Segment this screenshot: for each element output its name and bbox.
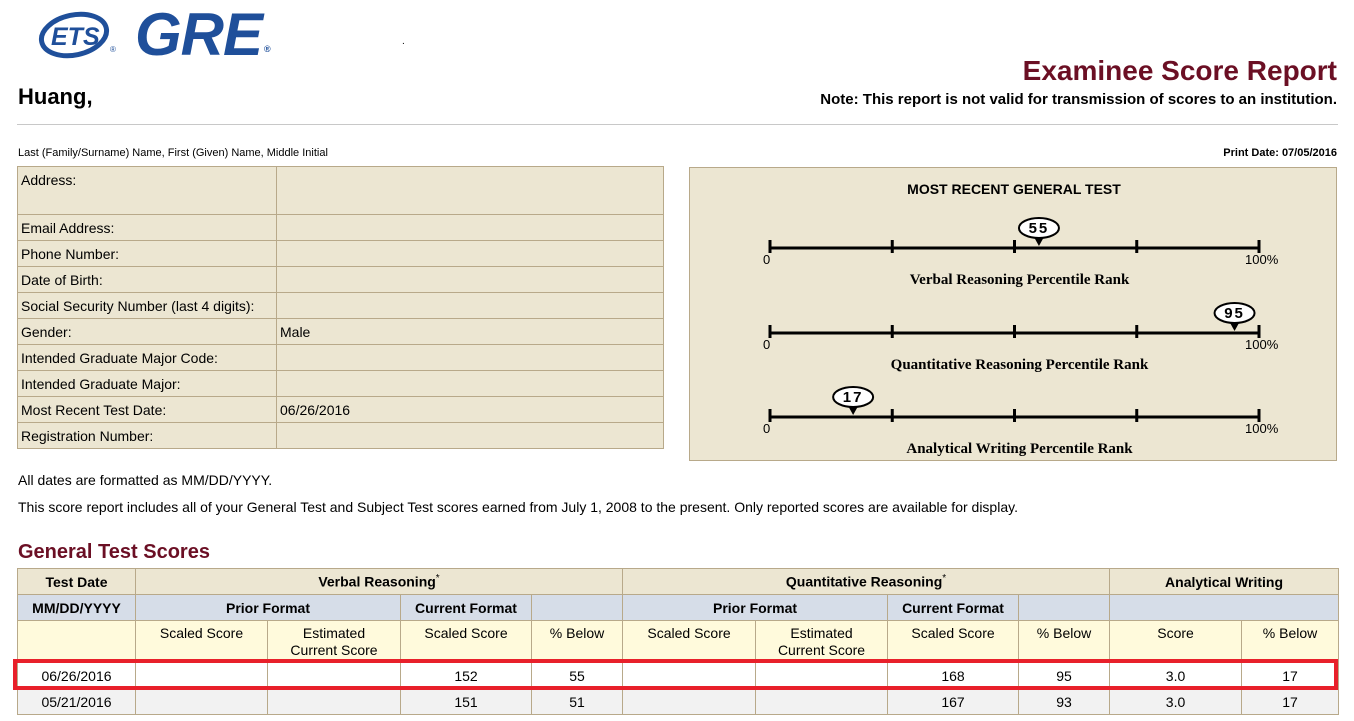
info-label: Gender: [18, 319, 277, 345]
info-value [277, 267, 664, 293]
verbal-prior-scaled-header: Scaled Score [136, 621, 268, 663]
cell-quant-below: 93 [1019, 689, 1110, 715]
examinee-info-table [17, 166, 664, 449]
cell-date: 05/21/2016 [18, 689, 136, 715]
col-header-verbal [136, 569, 623, 595]
date-subheader-blank [18, 621, 136, 663]
info-row [18, 215, 664, 241]
report-note-warning: Note: This report is not valid for transmission of scores to an institution. [820, 91, 1337, 108]
ets-logo-text: ETS [51, 23, 100, 51]
cell-verbal-scaled: 151 [401, 689, 532, 715]
info-value [277, 167, 664, 215]
info-value: 06/26/2016 [277, 397, 664, 423]
table-row [18, 689, 1339, 715]
info-label: Email Address: [18, 215, 277, 241]
verbal-prior-format: Prior Format [136, 595, 401, 621]
percentile-scales [690, 168, 1338, 462]
scale-title: Quantitative Reasoning Percentile Rank [890, 357, 1149, 373]
gre-registered-mark: ® [264, 44, 270, 54]
gre-logo [135, 0, 268, 69]
percentile-panel [689, 167, 1337, 461]
info-value [277, 371, 664, 397]
cell-quant-below: 95 [1019, 663, 1110, 689]
info-value [277, 241, 664, 267]
cell-verbal-prior-scaled [136, 689, 268, 715]
scale-max-label: 100% [1245, 337, 1279, 352]
name-caption: Last (Family/Surname) Name, First (Given) Name, Middle Initial [18, 147, 328, 159]
percentile-marker-value: 95 [1224, 305, 1245, 322]
quant-prior-estimated-header [756, 621, 888, 663]
info-label: Registration Number: [18, 423, 277, 449]
verbal-header-label: Verbal Reasoning [318, 573, 436, 590]
info-row [18, 267, 664, 293]
quant-prior-format: Prior Format [623, 595, 888, 621]
est-line-2: Current Score [290, 642, 378, 658]
info-row [18, 397, 664, 423]
scale-max-label: 100% [1245, 252, 1279, 267]
scale-title: Analytical Writing Percentile Rank [906, 441, 1133, 457]
info-label: Date of Birth: [18, 267, 277, 293]
scale-max-label: 100% [1245, 421, 1279, 436]
cell-quant-scaled: 168 [888, 663, 1019, 689]
percentile-marker-value: 55 [1028, 220, 1050, 237]
highlight-box [13, 659, 1338, 690]
cell-writing-score: 3.0 [1110, 663, 1242, 689]
percentile-marker-pointer [1034, 237, 1044, 246]
quant-current-format: Current Format [888, 595, 1019, 621]
info-value: Male [277, 319, 664, 345]
info-row [18, 423, 664, 449]
info-value [277, 345, 664, 371]
percentile-marker-pointer [1230, 322, 1240, 331]
est-line-1: Estimated [302, 625, 366, 641]
score-report-note: This score report includes all of your General Test and Subject Test scores earned from July 1, 2008 to the present. Only reported scores are available for display. [18, 499, 1018, 515]
cell-writing-score: 3.0 [1110, 689, 1242, 715]
quant-prior-scaled-header: Scaled Score [623, 621, 756, 663]
dates-format-note: All dates are formatted as MM/DD/YYYY. [18, 472, 273, 488]
info-row [18, 345, 664, 371]
cell-quant-prior-est [756, 689, 888, 715]
col-header-test-date: Test Date [18, 569, 136, 595]
verbal-current-format: Current Format [401, 595, 532, 621]
quant-below-header: % Below [1019, 621, 1110, 663]
scale-min-label: 0 [763, 421, 771, 436]
gre-logo-text: GRE [135, 1, 263, 68]
cell-verbal-prior-est [268, 689, 401, 715]
ets-registered-mark: ® [110, 45, 116, 54]
verbal-asterisk: * [435, 573, 440, 585]
est-line-2: Current Score [777, 642, 866, 658]
est-line-1: Estimated [790, 625, 853, 641]
col-header-quant [623, 569, 1110, 595]
verbal-below-header: % Below [532, 621, 623, 663]
percentile-marker-value: 17 [842, 389, 864, 406]
quant-header-label: Quantitative Reasoning [785, 573, 943, 590]
cell-quant-scaled: 167 [888, 689, 1019, 715]
percentile-panel-title: MOST RECENT GENERAL TEST [907, 181, 1121, 197]
info-row [18, 371, 664, 397]
header-divider [17, 124, 1338, 125]
verbal-prior-estimated-header [268, 621, 401, 663]
quant-asterisk: * [942, 573, 947, 585]
info-row [18, 319, 664, 345]
info-label: Social Security Number (last 4 digits): [18, 293, 277, 319]
percentile-marker-pointer [848, 406, 858, 415]
verbal-format-blank [532, 595, 623, 621]
writing-format-blank [1110, 595, 1339, 621]
quant-format-blank [1019, 595, 1110, 621]
scale-min-label: 0 [763, 252, 771, 267]
info-label: Most Recent Test Date: [18, 397, 277, 423]
info-label: Address: [18, 167, 277, 215]
info-label: Phone Number: [18, 241, 277, 267]
info-value [277, 293, 664, 319]
ets-logo [38, 10, 120, 60]
scale-min-label: 0 [763, 337, 771, 352]
writing-below-header: % Below [1242, 621, 1339, 663]
header-row-columns [18, 621, 1339, 663]
info-row [18, 241, 664, 267]
general-test-scores-title: General Test Scores [18, 541, 210, 563]
info-label: Intended Graduate Major: [18, 371, 277, 397]
cell-writing-below: 17 [1242, 689, 1339, 715]
cell-quant-prior-scaled [623, 689, 756, 715]
print-date: Print Date: 07/05/2016 [1223, 147, 1337, 159]
header-row-formats [18, 595, 1339, 621]
cell-verbal-scaled: 152 [401, 663, 532, 689]
info-value [277, 215, 664, 241]
cell-verbal-below: 55 [532, 663, 623, 689]
cell-date: 06/26/2016 [18, 663, 136, 689]
header-row-sections [18, 569, 1339, 595]
writing-score-header: Score [1110, 621, 1242, 663]
info-row [18, 167, 664, 215]
report-title: Examinee Score Report [1022, 55, 1337, 86]
info-row [18, 293, 664, 319]
col-header-date-format: MM/DD/YYYY [18, 595, 136, 621]
cell-verbal-below: 51 [532, 689, 623, 715]
quant-scaled-header: Scaled Score [888, 621, 1019, 663]
info-value [277, 423, 664, 449]
general-test-scores-table [17, 568, 1339, 715]
col-header-writing: Analytical Writing [1110, 569, 1339, 595]
verbal-scaled-header: Scaled Score [401, 621, 532, 663]
info-label: Intended Graduate Major Code: [18, 345, 277, 371]
examinee-name: Huang, [18, 84, 93, 109]
stray-dot: . [402, 36, 405, 47]
scale-title: Verbal Reasoning Percentile Rank [909, 272, 1130, 288]
cell-writing-below: 17 [1242, 663, 1339, 689]
